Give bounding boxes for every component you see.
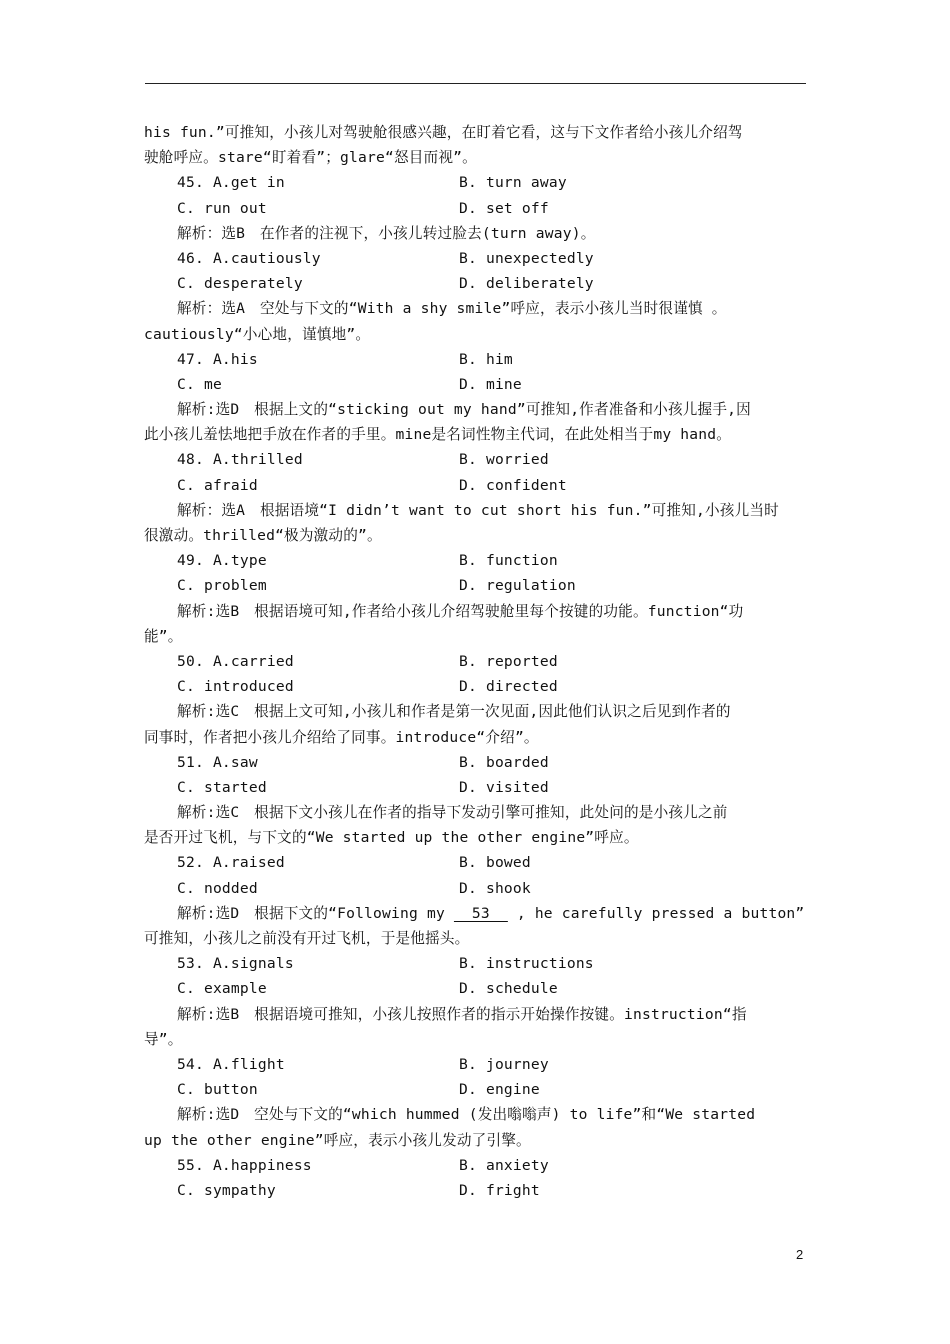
- option-a: 45. A.get in: [177, 174, 285, 192]
- question-52-options-ab: [144, 850, 810, 875]
- blank-53: 53: [453, 904, 508, 922]
- question-48-options-ab: [144, 447, 810, 472]
- document-body: [144, 120, 810, 1203]
- option-c: C. example: [177, 980, 267, 998]
- explanation-49: 解析:选B 根据语境可知,作者给小孩儿介绍驾驶舱里每个按键的功能。function“功: [177, 602, 744, 620]
- option-a: 52. A.raised: [177, 854, 285, 872]
- option-c: C. started: [177, 778, 267, 796]
- option-d: D. shook: [459, 879, 531, 897]
- question-51-options-ab: [144, 750, 810, 775]
- explanation-53-cont: 导”。: [144, 1030, 183, 1048]
- explanation-47: 解析:选D 根据上文的“sticking out my hand”可推知,作者准备和小孩儿握手,因: [177, 401, 751, 419]
- option-b: B. instructions: [459, 955, 594, 973]
- option-c: C. introduced: [177, 678, 294, 696]
- option-d: D. engine: [459, 1081, 540, 1099]
- explanation-54: 解析:选D 空处与下文的“which hummed (发出嗡嗡声) to life”和“We started: [177, 1106, 756, 1124]
- question-50-options-ab: [144, 649, 810, 674]
- option-d: D. schedule: [459, 980, 558, 998]
- explanation-49-cont: 能”。: [144, 627, 183, 645]
- option-a: 53. A.signals: [177, 955, 294, 973]
- option-d: D. confident: [459, 476, 567, 494]
- option-b: B. turn away: [459, 174, 567, 192]
- option-d: D. visited: [459, 778, 549, 796]
- option-c: C. button: [177, 1081, 258, 1099]
- question-49-options-ab: [144, 548, 810, 573]
- page-number: 2: [796, 1247, 804, 1262]
- option-a: 51. A.saw: [177, 753, 258, 771]
- option-a: 54. A.flight: [177, 1055, 285, 1073]
- question-55-options-cd: [144, 1178, 810, 1203]
- question-52-options-cd: [144, 876, 810, 901]
- option-b: B. unexpectedly: [459, 249, 594, 267]
- explanation-46: 解析：选A 空处与下文的“With a shy smile”呼应，表示小孩儿当时很谨慎 。: [177, 300, 727, 318]
- question-51-options-cd: [144, 775, 810, 800]
- option-d: D. set off: [459, 199, 549, 217]
- text-line: his fun.”可推知，小孩儿对驾驶舱很感兴趣，在盯着它看，这与下文作者给小孩儿介绍驾: [144, 124, 743, 141]
- explanation-46-cont: cautiously“小心地，谨慎地”。: [144, 325, 371, 343]
- question-54-options-cd: [144, 1077, 810, 1102]
- option-d: D. regulation: [459, 577, 576, 595]
- option-b: B. bowed: [459, 854, 531, 872]
- question-46-options-ab: [144, 246, 810, 271]
- explanation-51-cont: 是否开过飞机，与下文的“We started up the other engine”呼应。: [144, 829, 639, 847]
- option-c: C. afraid: [177, 476, 258, 494]
- option-a: 48. A.thrilled: [177, 451, 303, 469]
- option-b: B. function: [459, 552, 558, 570]
- option-c: C. run out: [177, 199, 267, 217]
- explanation-52-cont: 可推知，小孩儿之前没有开过飞机，于是他摇头。: [144, 930, 470, 947]
- question-53-options-cd: [144, 976, 810, 1001]
- explanation-48-cont: 很激动。thrilled“极为激动的”。: [144, 527, 382, 544]
- question-50-options-cd: [144, 674, 810, 699]
- option-b: B. worried: [459, 451, 549, 469]
- question-55-options-ab: [144, 1153, 810, 1178]
- question-45-options-cd: [144, 196, 810, 221]
- explanation-51: 解析:选C 根据下文小孩儿在作者的指导下发动引擎可推知，此处问的是小孩儿之前: [177, 804, 728, 822]
- explanation-47-cont: 此小孩儿羞怯地把手放在作者的手里。mine是名词性物主代词，在此处相当于my hand。: [144, 426, 732, 444]
- question-48-options-cd: [144, 473, 810, 498]
- header-rule: [145, 83, 806, 84]
- option-d: D. fright: [459, 1181, 540, 1199]
- option-b: B. journey: [459, 1055, 549, 1073]
- option-c: C. nodded: [177, 879, 258, 897]
- option-b: B. anxiety: [459, 1156, 549, 1174]
- option-a: 49. A.type: [177, 552, 267, 570]
- option-c: C. problem: [177, 577, 267, 595]
- question-47-options-cd: [144, 372, 810, 397]
- option-b: B. boarded: [459, 753, 549, 771]
- option-b: B. him: [459, 350, 513, 368]
- explanation-54-cont: up the other engine”呼应，表示小孩儿发动了引擎。: [144, 1131, 531, 1149]
- explanation-50-cont: 同事时，作者把小孩儿介绍给了同事。introduce“介绍”。: [144, 728, 539, 746]
- option-c: C. desperately: [177, 275, 303, 293]
- option-b: B. reported: [459, 652, 558, 670]
- option-d: D. directed: [459, 678, 558, 696]
- question-49-options-cd: [144, 573, 810, 598]
- question-45-options-ab: [144, 170, 810, 195]
- option-d: D. mine: [459, 375, 522, 393]
- explanation-45: 解析：选B 在作者的注视下，小孩儿转过脸去(turn away)。: [177, 224, 596, 242]
- question-54-options-ab: [144, 1052, 810, 1077]
- explanation-48: 解析：选A 根据语境“I didn’t want to cut short his fun.”可推知,小孩儿当时: [177, 501, 779, 519]
- text-line: 驶舱呼应。stare“盯着看”；glare“怒目而视”。: [144, 149, 477, 167]
- option-d: D. deliberately: [459, 275, 594, 293]
- explanation-50: 解析:选C 根据上文可知,小孩儿和作者是第一次见面,因此他们认识之后见到作者的: [177, 703, 731, 721]
- explanation-text: , he carefully pressed a button”: [507, 904, 805, 922]
- explanation-53: 解析:选B 根据语境可推知，小孩儿按照作者的指示开始操作按键。instruction“指: [177, 1005, 747, 1023]
- option-a: 50. A.carried: [177, 652, 294, 670]
- explanation-52: [144, 901, 810, 926]
- question-47-options-ab: [144, 347, 810, 372]
- option-a: 46. A.cautiously: [177, 249, 321, 267]
- question-53-options-ab: [144, 951, 810, 976]
- option-c: C. me: [177, 375, 222, 393]
- question-46-options-cd: [144, 271, 810, 296]
- option-a: 55. A.happiness: [177, 1156, 312, 1174]
- option-a: 47. A.his: [177, 350, 258, 368]
- option-c: C. sympathy: [177, 1181, 276, 1199]
- explanation-text: 解析:选D 根据下文的“Following my: [177, 904, 454, 922]
